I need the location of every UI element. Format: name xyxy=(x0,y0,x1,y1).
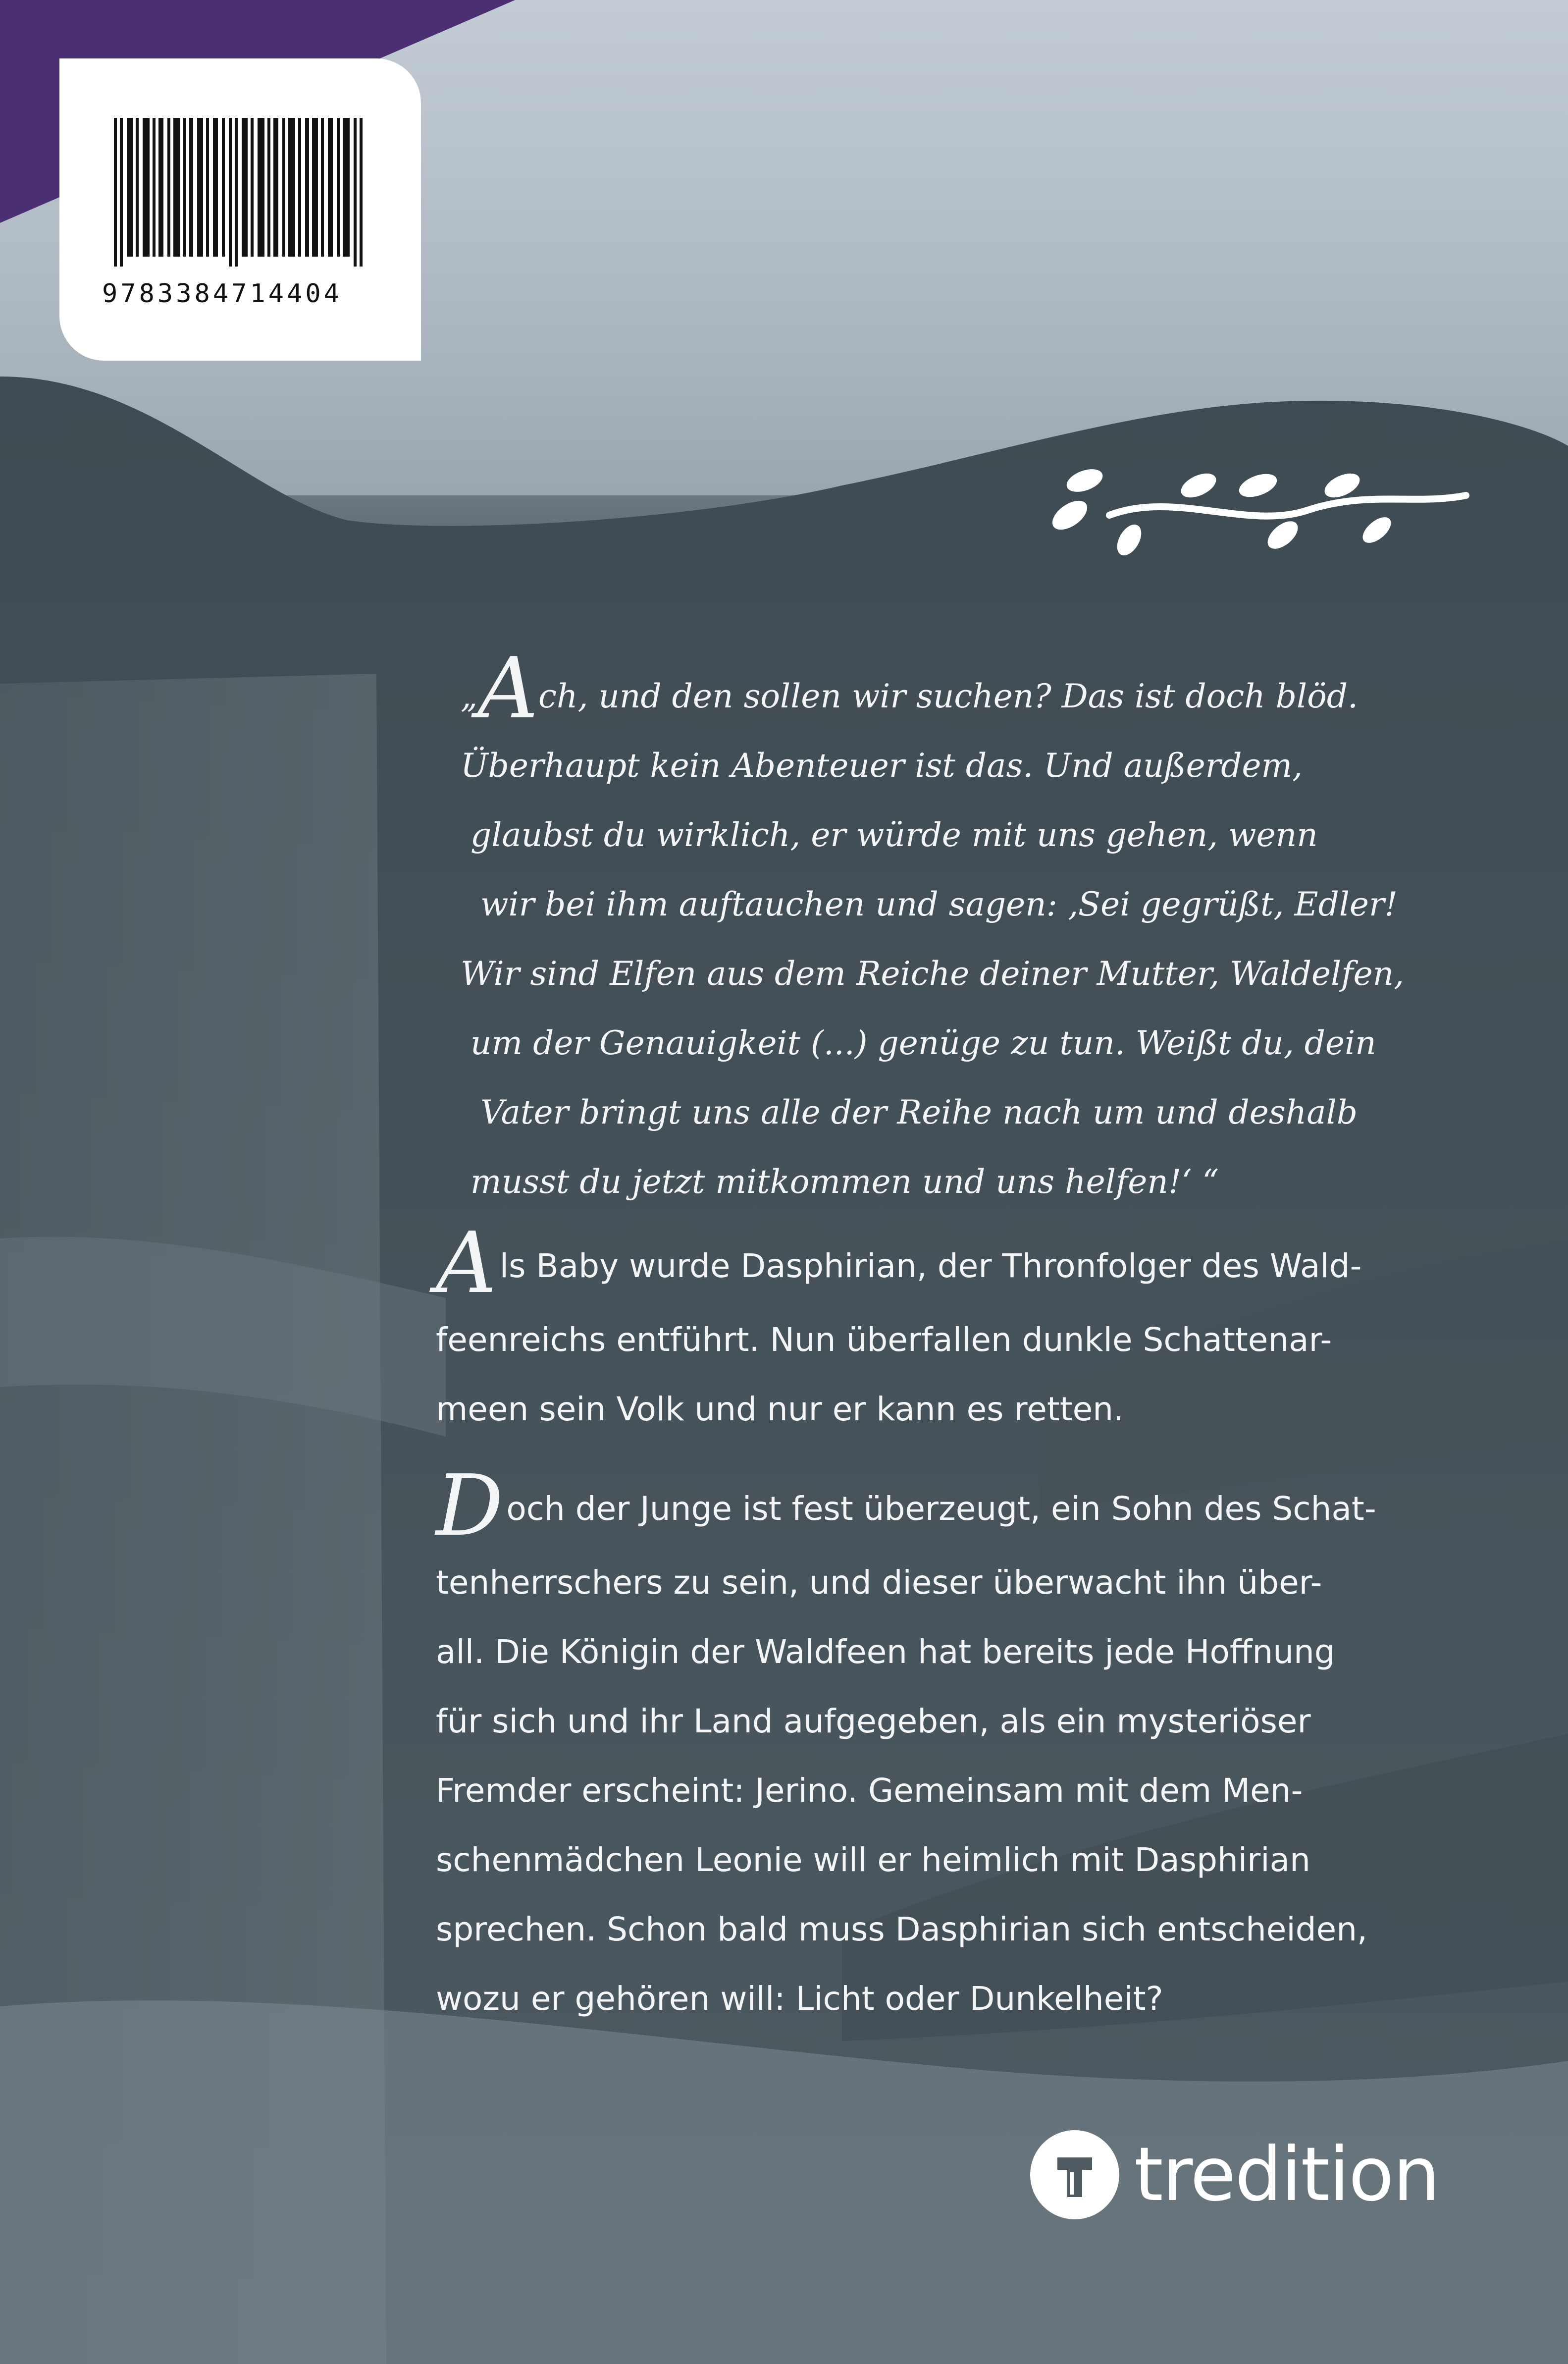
blurb-line: Doch der Junge ist fest überzeugt, ein Sohn des Schat- xyxy=(436,1457,1376,1555)
isbn-number: 9783384714404 xyxy=(102,279,342,309)
tredition-logo-icon xyxy=(1030,2130,1119,2219)
blurb-line: Fremder erscheint: Jerino. Gemeinsam mit dem Men- xyxy=(436,1772,1303,1810)
quote-open-mark: „ xyxy=(461,677,478,715)
blurb-line: meen sein Volk und nur er kann es retten. xyxy=(436,1390,1124,1428)
blurb-paragraph-1 xyxy=(436,1214,1471,1444)
barcode-icon xyxy=(114,118,371,267)
quote-line: glaubst du wirklich, er würde mit uns gehen, wenn xyxy=(470,816,1318,854)
quote-line: musst du jetzt mitkommen und uns helfen!‘ “ xyxy=(470,1163,1219,1201)
quote-line: Vater bringt uns alle der Reihe nach um und deshalb xyxy=(480,1093,1358,1131)
barcode-label xyxy=(59,58,421,361)
quote-line: wir bei ihm auftauchen und sagen: ‚Sei gegrüßt, Edler! xyxy=(480,885,1398,923)
quote-initial: A xyxy=(477,640,538,738)
blurb-line: schenmädchen Leonie will er heimlich mit Dasphirian xyxy=(436,1841,1310,1879)
excerpt-quote xyxy=(461,640,1476,1217)
quote-line: Überhaupt kein Abenteuer ist das. Und außerdem, xyxy=(461,747,1303,785)
leaf-vine-ornament-icon xyxy=(1050,461,1476,570)
blurb-line: feenreichs entführt. Nun überfallen dunkle Schattenar- xyxy=(436,1321,1332,1359)
quote-line: um der Genauigkeit (...) genüge zu tun. Weißt du, dein xyxy=(470,1024,1376,1062)
blurb-paragraph-2 xyxy=(436,1457,1471,2034)
quote-line: Wir sind Elfen aus dem Reiche deiner Mutter, Waldelfen, xyxy=(461,955,1405,993)
blurb-line: all. Die Königin der Waldfeen hat bereits jede Hoffnung xyxy=(436,1633,1335,1671)
dropcap-letter: D xyxy=(436,1457,504,1555)
publisher-logo xyxy=(1030,2130,1439,2219)
blurb-line: sprechen. Schon bald muss Dasphirian sich entscheiden, xyxy=(436,1910,1368,1948)
publisher-name: tredition xyxy=(1134,2132,1439,2218)
blurb-line: Als Baby wurde Dasphirian, der Thronfolger des Wald- xyxy=(436,1214,1362,1312)
blurb-line: tenherrschers zu sein, und dieser überwacht ihn über- xyxy=(436,1563,1322,1602)
blurb-line: wozu er gehören will: Licht oder Dunkelheit? xyxy=(436,1980,1163,2018)
blurb-line: für sich und ihr Land aufgegeben, als ein mysteriöser xyxy=(436,1702,1311,1740)
quote-line: „Ach, und den sollen wir suchen? Das ist doch blöd. xyxy=(461,640,1359,738)
dropcap-letter: A xyxy=(436,1214,497,1312)
